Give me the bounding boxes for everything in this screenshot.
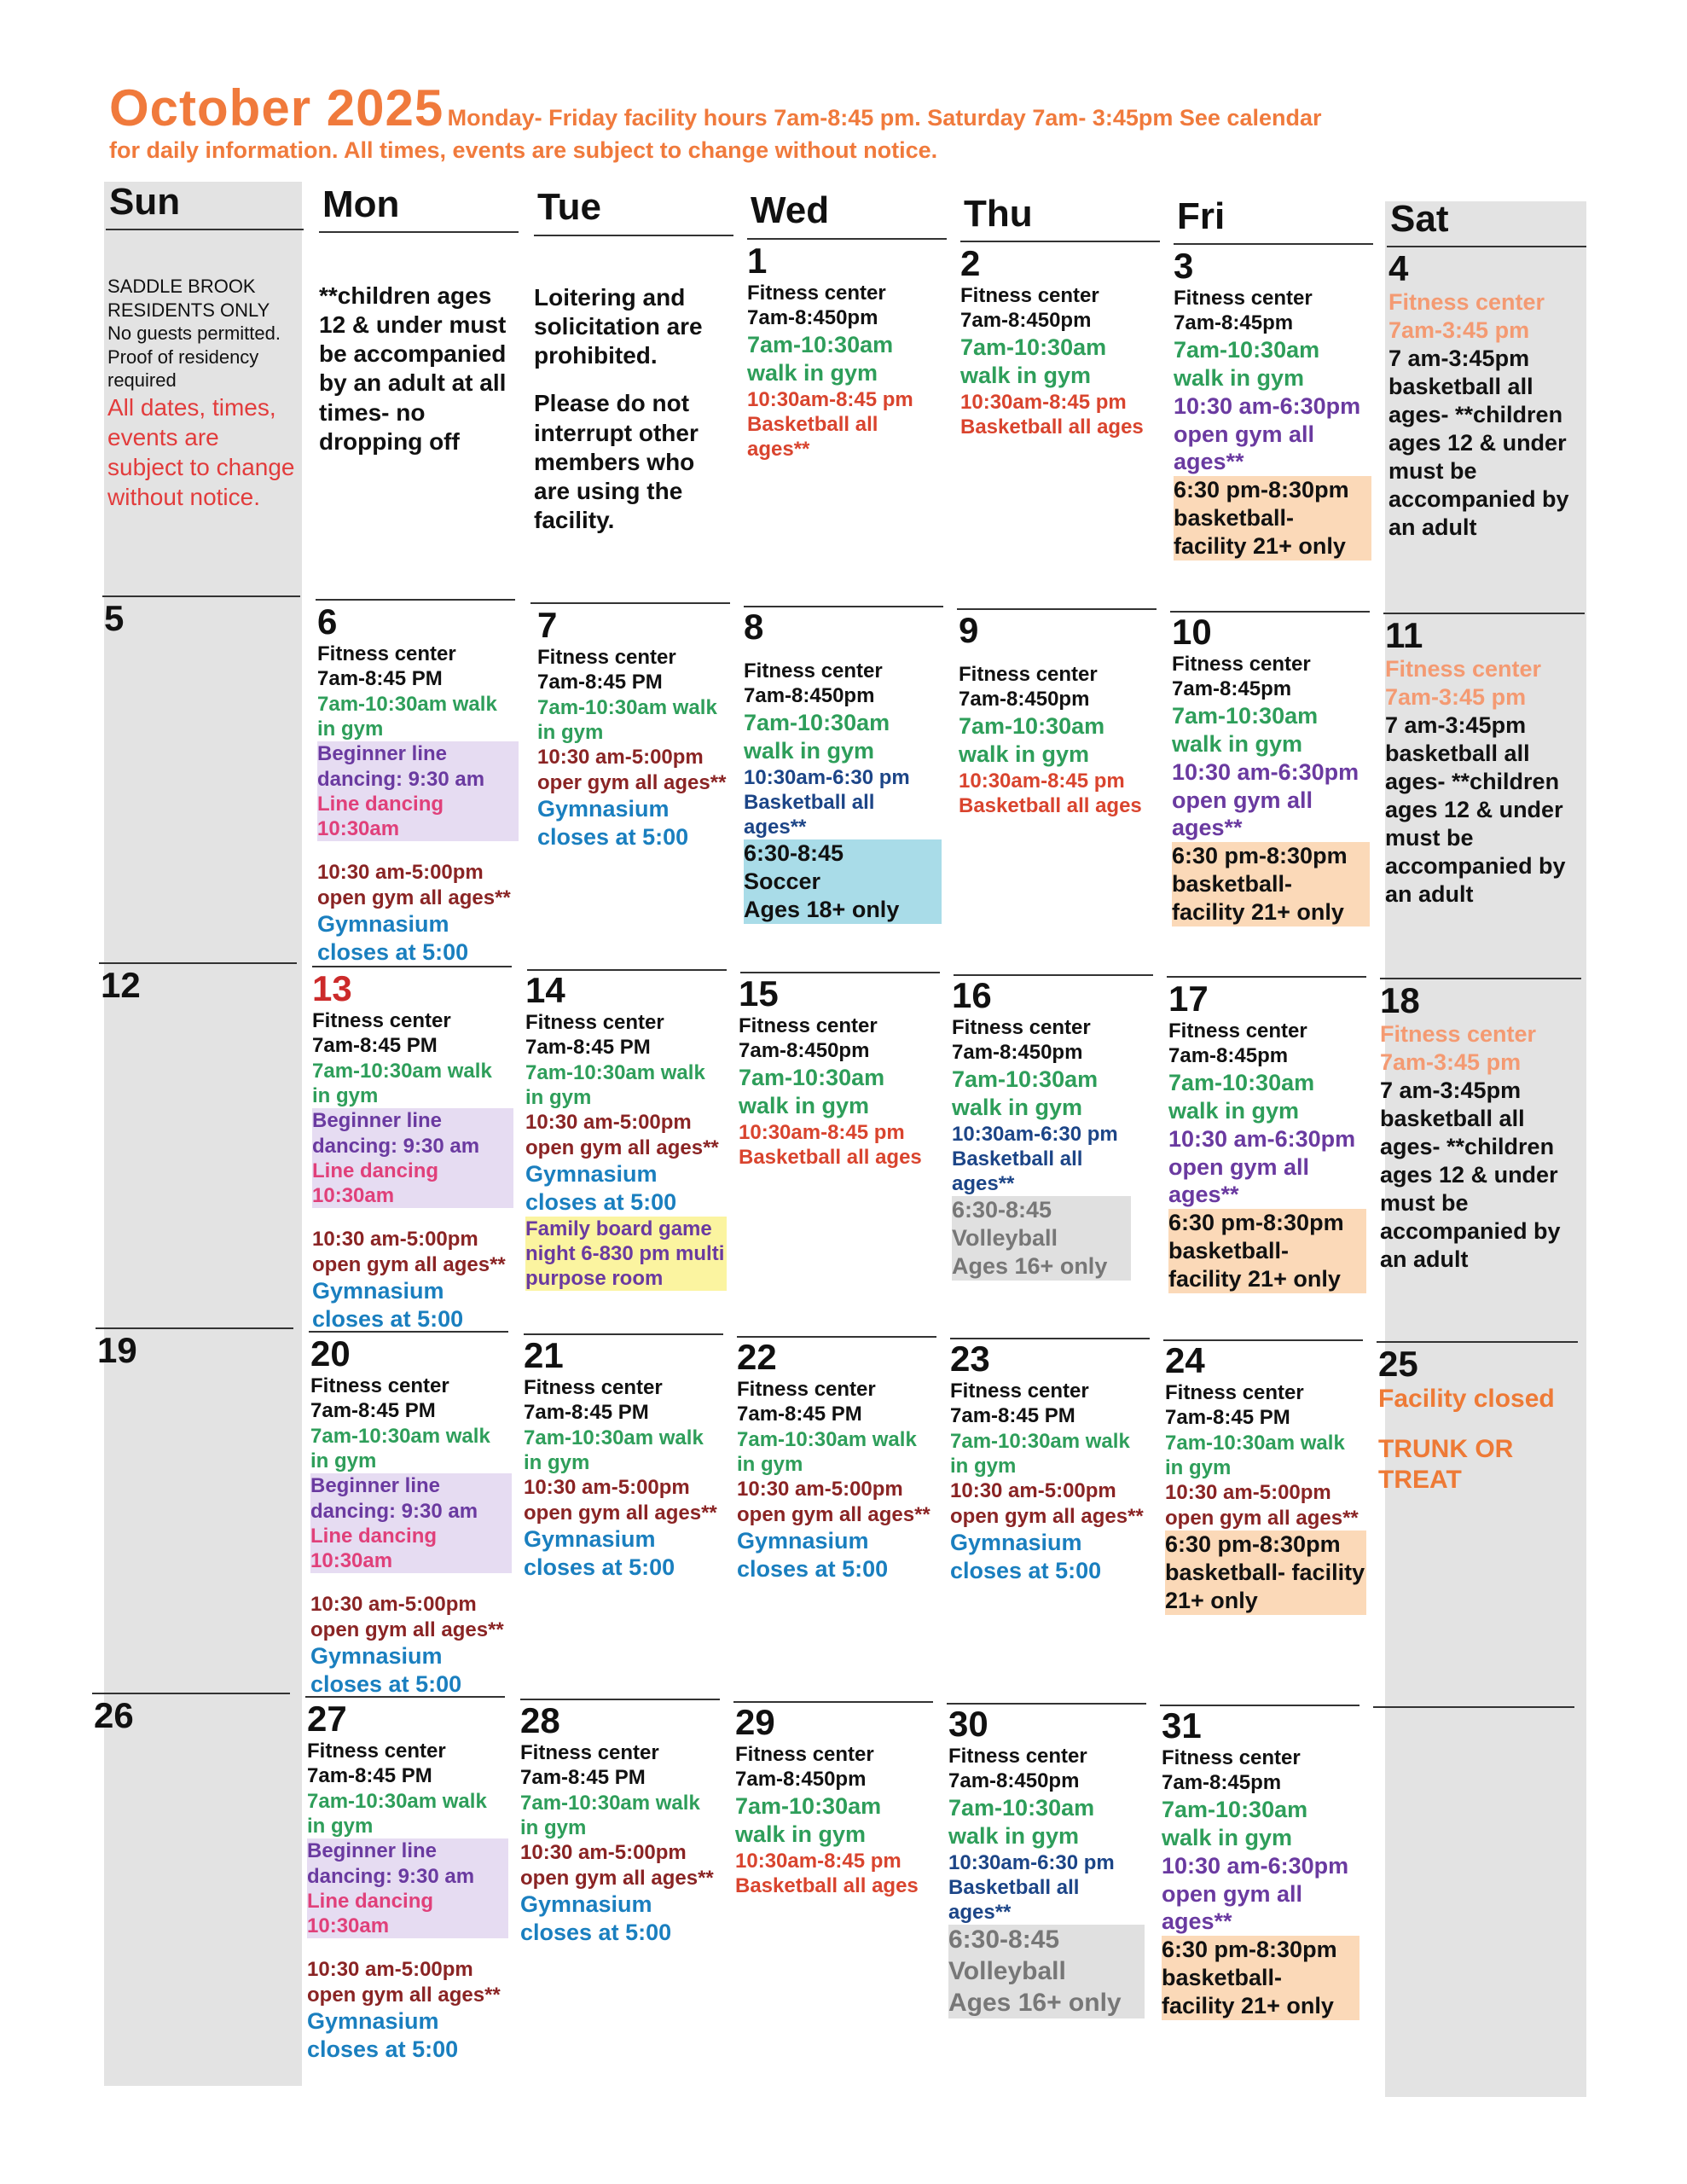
event-line: Fitness center [1172,653,1311,677]
day-number: 29 [735,1702,775,1742]
event-line: 7am-3:45 pm [1388,317,1530,344]
event-line: Gymnasium closes at 5:00 [317,910,469,965]
divider [747,238,947,240]
event-line: Basketball all ages [739,1145,922,1169]
event-line: 7am-8:45pm [1172,677,1292,701]
event-line: Fitness center [537,646,676,670]
facility-closed-label: Facility closed [1378,1385,1555,1414]
event-line: Fitness center [952,1016,1091,1040]
event-line: 7am-8:450pm [959,688,1090,712]
day-number: 13 [312,968,352,1008]
event-line: 7am-8:450pm [735,1768,867,1792]
day-cell-19 [97,1331,288,1370]
event-line: Gymnasium closes at 5:00 [537,795,689,850]
day-number: 3 [1174,246,1194,286]
event-line: 7am-3:45 pm [1380,1049,1522,1076]
disclaimer-note: for daily information. All times, events are subject to change without notice. [109,137,938,163]
event-line: 7am-8:450pm [739,1039,870,1063]
day-number: 5 [104,598,125,638]
event-line: 7am-10:30am walk in gym [735,1792,882,1847]
day-cell-4 [1388,249,1586,542]
day-cell-30 [948,1705,1146,2018]
day-number: 4 [1388,248,1409,288]
event-line: Fitness center [317,642,456,666]
event-line: 7am-8:45pm [1162,1771,1282,1795]
day-cell-17 [1168,979,1366,1293]
day-number: 2 [960,243,981,283]
event-line: 7am-10:30am walk in gym [1172,702,1319,757]
event-line: 7am-10:30am walk in gym [520,1791,700,1839]
divider [1373,1706,1574,1708]
event-line: 6:30 pm-8:30pm basketball- facility 21+ only [1168,1209,1366,1293]
day-cell-6 [317,602,519,967]
event-line: 10:30 am-5:00pm open gym all ages** [317,861,511,909]
event-line: Gymnasium closes at 5:00 [520,1891,672,1945]
event-line: 7am-10:30am walk in gym [747,331,894,386]
notice-line: SADDLE BROOK [107,276,256,297]
day-number: 9 [959,610,979,650]
event-line: 7am-10:30am walk in gym [1165,1431,1345,1479]
divider [106,229,304,230]
divider [96,1327,293,1329]
divider [1383,613,1585,614]
day-cell-20 [310,1334,512,1699]
event-line: Gymnasium closes at 5:00 [737,1527,889,1582]
event-line: Fitness center [959,663,1098,687]
page-title: October 2025 [109,79,444,136]
event-line: 7am-8:450pm [960,309,1092,333]
event-line: 10:30 am-5:00pm open gym all ages** [1165,1481,1359,1530]
event-line: 10:30 am-6:30pm open gym all ages** [1174,392,1361,475]
event-line: 7 am-3:45pm basketball all ages- **children ages 12 & under must be accompanied by an adult [1388,346,1569,540]
event-line: 7am-10:30am walk in gym [1174,336,1320,391]
event-line: 7am-10:30am walk in gym [959,712,1105,767]
event-line: Fitness center [307,1740,446,1763]
event-line: 7am-10:30am walk in gym [524,1426,704,1474]
weekday-mon: Mon [322,183,400,225]
event-line: 7am-10:30am walk in gym [948,1794,1095,1849]
day-number: 8 [744,607,764,647]
event-line: Basketball all ages [960,415,1144,439]
day-number: 24 [1165,1340,1205,1380]
event-line: 7am-10:30am walk in gym [1168,1069,1315,1124]
event-line: 10:30am-8:45 pm [739,1120,905,1144]
event-line: 7am-10:30am walk in gym [950,1429,1130,1478]
day-cell-23 [950,1339,1151,1585]
event-line: Gymnasium closes at 5:00 [310,1642,462,1697]
children-supervision-note: **children ages 12 & under must be accompanied by an adult at all times- no dropping off [319,282,507,455]
day-number: 25 [1378,1344,1418,1384]
event-line: Basketball all ages** [744,790,875,839]
event-line: 7am-8:45 PM [524,1401,649,1425]
weekday-tue: Tue [537,186,601,228]
event-line: Fitness center [1380,1021,1537,1048]
day-number: 22 [737,1337,777,1377]
divider [1167,976,1366,978]
event-line: Fitness center [950,1380,1089,1403]
event-line: Fitness center [735,1743,874,1767]
event-line: Fitness center [1174,287,1313,311]
event-line: 7am-10:30am walk in gym [952,1066,1099,1120]
event-line: 7am-8:45pm [1174,311,1294,335]
event-line: Gymnasium closes at 5:00 [950,1529,1102,1583]
event-line: Gymnasium closes at 5:00 [312,1277,464,1332]
event-line: 10:30 am-5:00pm oper gym all ages** [537,746,727,794]
event-line: Gymnasium closes at 5:00 [307,2007,459,2062]
event-line: 7am-10:30am walk in gym [310,1424,490,1472]
event-line: Basketball all ages** [747,412,878,462]
notice-line: RESIDENTS ONLY [107,299,270,321]
day-number: 16 [952,975,992,1015]
event-line: 7am-3:45 pm [1385,684,1527,711]
volleyball-event-box [952,1196,1131,1281]
day-cell-7 [537,606,733,851]
event-line: Basketball all ages** [948,1875,1080,1925]
divider [957,608,1157,610]
event-line: 10:30 am-5:00pm open gym all ages** [307,1958,501,2007]
event-line: 7am-8:450pm [948,1769,1080,1793]
event-line: 7am-10:30am walk in gym [312,1059,492,1107]
divider [102,595,300,597]
event-line: 7am-8:45 PM [310,1399,436,1423]
event-line: 7am-10:30am walk in gym [737,1427,917,1476]
event-line: Fitness center [1165,1381,1304,1405]
day-number: 18 [1380,980,1420,1020]
divider [1387,246,1586,247]
event-line: Volleyball [948,1956,1066,1985]
day-number: 6 [317,601,338,642]
event-line: 7am-8:45 PM [317,667,443,691]
event-line: 10:30 am-5:00pm open gym all ages** [312,1228,506,1276]
volleyball-event-box [948,1925,1145,2018]
weekday-fri: Fri [1177,195,1226,237]
divider [960,241,1160,242]
trunk-or-treat-label: TRUNK OR TREAT [1378,1434,1514,1495]
day-number: 30 [948,1704,988,1744]
event-line: 10:30am-6:30 pm [744,765,910,789]
event-line: 10:30 am-6:30pm open gym all ages** [1172,758,1359,841]
day-cell-2 [960,244,1158,439]
day-number: 10 [1172,612,1212,652]
event-line: 10:30 am-6:30pm open gym all ages** [1162,1852,1349,1935]
divider [530,602,730,604]
event-line: Fitness center [520,1741,659,1765]
event-line: Family board game night 6-830 pm multi purpose room [525,1217,727,1292]
event-line: 7am-8:45 PM [537,671,663,694]
event-line: 10:30 am-5:00pm open gym all ages** [520,1841,714,1890]
event-line: 10:30 am-5:00pm open gym all ages** [737,1478,930,1526]
event-line: 10:30 am-5:00pm open gym all ages** [310,1593,504,1641]
day-cell-26 [94,1696,285,1735]
divider [99,962,297,964]
event-line: Volleyball [952,1225,1058,1252]
event-line: 7am-8:45 PM [1165,1406,1290,1430]
event-line: 7am-8:450pm [952,1041,1083,1065]
day-number: 21 [524,1335,564,1375]
day-cell-9 [959,611,1157,818]
day-cell-5 [104,599,295,638]
event-line: Basketball all ages [735,1873,919,1897]
event-line: Beginner line dancing: 9:30 am [317,741,519,792]
day-number: 1 [747,241,768,281]
event-line: 7am-8:45 PM [737,1403,862,1426]
event-line: Ages 16+ only [948,1988,1122,2017]
day-number: 20 [310,1333,351,1374]
day-cell-25 [1378,1345,1580,1496]
day-number: 7 [537,605,558,645]
divider [319,231,519,233]
event-line: 7am-10:30am walk in gym [960,334,1107,388]
event-line: 7am-10:30am walk in gym [1162,1796,1308,1850]
event-line: 7am-8:45 PM [520,1766,646,1790]
day-cell-22 [737,1338,938,1583]
day-number: 19 [97,1330,137,1370]
event-line: Line dancing 10:30am [307,1889,508,1939]
event-line: 7 am-3:45pm basketball all ages- **children ages 12 & under must be accompanied by an adult [1385,712,1566,907]
weekday-sun: Sun [109,181,181,223]
day-cell-27 [307,1699,508,2064]
day-cell-11 [1385,616,1583,909]
event-line: Line dancing 10:30am [312,1159,513,1209]
event-line: 7am-8:45 PM [307,1764,432,1788]
event-line: 6:30 pm-8:30pm basketball- facility 21+ only [1165,1531,1365,1613]
day-cell-31 [1162,1706,1359,2020]
monday-notice [319,282,520,456]
event-line: Fitness center [312,1009,451,1033]
event-line: Ages 18+ only [744,897,900,923]
event-line: 6:30 pm-8:30pm basketball- facility 21+ only [1172,842,1370,926]
day-cell-18 [1380,981,1578,1274]
day-cell-1 [747,241,945,462]
event-line: Basketball all ages** [952,1147,1083,1196]
event-line: 10:30 am-6:30pm open gym all ages** [1168,1125,1356,1208]
weekday-wed: Wed [751,189,830,231]
event-line: Gymnasium closes at 5:00 [525,1160,677,1215]
day-number: 23 [950,1339,990,1379]
event-line: Basketball all ages [959,793,1142,817]
event-line: 7am-8:45 PM [950,1404,1075,1428]
change-notice: All dates, times, events are subject to change without notice. [107,393,295,510]
event-line: 7am-10:30am walk in gym [525,1060,705,1109]
event-line: 6:30 pm-8:30pm basketball- facility 21+ only [1174,476,1371,561]
event-line: Fitness center [1168,1019,1307,1043]
event-line: Beginner line dancing: 9:30 am [310,1473,512,1524]
event-line: Fitness center [747,282,886,305]
event-line: Beginner line dancing: 9:30 am [312,1108,513,1159]
event-line: 10:30 am-5:00pm open gym all ages** [524,1476,717,1525]
event-line: Fitness center [737,1378,876,1402]
day-cell-12 [101,966,292,1005]
event-line: Gymnasium closes at 5:00 [524,1525,675,1580]
event-line: Fitness center [739,1014,878,1038]
event-line: 6:30 pm-8:30pm basketball- facility 21+ only [1162,1936,1359,2020]
day-number: 17 [1168,979,1209,1019]
day-cell-29 [735,1703,933,1898]
day-number: 14 [525,970,565,1010]
event-line: Soccer [744,868,821,895]
divider [92,1693,290,1694]
event-line: 7am-10:30am walk in gym [317,692,497,741]
weekday-sat: Sat [1390,198,1449,240]
day-number: 31 [1162,1705,1202,1745]
event-line: 7am-8:450pm [744,684,875,708]
event-line: 10:30am-8:45 pm [735,1849,901,1873]
event-line: 10:30am-8:45 pm [959,769,1125,793]
event-line: 10:30am-8:45 pm [747,387,913,411]
tuesday-notice [534,283,732,535]
event-line: 7am-10:30am walk in gym [537,695,717,744]
event-line: 7 am-3:45pm basketball all ages- **children ages 12 & under must be accompanied by an adult [1380,1077,1561,1272]
event-line: Fitness center [1162,1746,1301,1770]
day-cell-14 [525,971,727,1291]
day-number: 11 [1385,615,1423,655]
event-line: Fitness center [1388,289,1545,316]
event-line: Fitness center [744,659,883,683]
event-line: 7am-8:45pm [1168,1044,1289,1068]
day-cell-24 [1165,1341,1366,1615]
day-cell-21 [524,1336,725,1582]
divider [316,599,515,601]
calendar-header [109,78,1440,164]
sunday-notice [107,275,299,512]
event-line: 7am-10:30am walk in gym [307,1789,487,1838]
day-cell-8 [744,607,942,924]
event-line: Fitness center [310,1374,449,1398]
event-line: 6:30-8:45 [744,840,844,867]
event-line: Fitness center [525,1011,664,1035]
event-line: Line dancing 10:30am [310,1524,512,1574]
divider [1380,978,1581,979]
event-line: 10:30am-6:30 pm [948,1850,1115,1874]
event-line: Fitness center [948,1745,1087,1769]
event-line: 7am-8:450pm [747,306,878,330]
event-line: 10:30am-8:45 pm [960,390,1127,414]
event-line: Fitness center [524,1376,663,1400]
event-line: 7am-10:30am walk in gym [739,1064,885,1118]
event-line: Line dancing 10:30am [317,792,519,842]
event-line: Fitness center [960,284,1099,308]
day-number: 15 [739,973,779,1014]
day-number: 28 [520,1700,560,1740]
day-cell-16 [952,976,1150,1281]
divider [534,235,733,236]
day-number: 27 [307,1699,347,1739]
event-line: 6:30-8:45 [952,1197,1052,1223]
notice-line: No guests permitted. [107,322,281,344]
day-cell-3 [1174,247,1371,561]
notice-line: Proof of residency [107,346,259,368]
day-cell-28 [520,1701,722,1947]
day-cell-13 [312,969,513,1333]
day-number: 26 [94,1695,134,1735]
day-cell-10 [1172,613,1370,926]
facility-hours-note: Monday- Friday facility hours 7am-8:45 pm. Saturday 7am- 3:45pm See calendar [447,105,1322,131]
courtesy-note: Please do not interrupt other members who are using the facility. [534,390,699,534]
weekday-thu: Thu [964,193,1033,235]
event-line: Fitness center [1385,656,1542,682]
loitering-note: Loitering and solicitation are prohibited. [534,284,703,369]
event-line: 10:30am-6:30 pm [952,1122,1118,1146]
divider [1174,243,1373,245]
event-line: Beginner line dancing: 9:30 am [307,1838,508,1889]
event-line: 10:30 am-5:00pm open gym all ages** [525,1111,719,1159]
event-line: 7am-8:45 PM [312,1034,438,1058]
event-line: 6:30-8:45 [948,1926,1060,1955]
soccer-event-box [744,839,942,924]
event-line: 7am-8:45 PM [525,1036,651,1060]
event-line: 7am-10:30am walk in gym [744,709,890,764]
event-line: Ages 16+ only [952,1253,1108,1280]
divider [1377,1341,1578,1343]
notice-line: required [107,369,177,391]
day-cell-15 [739,974,936,1170]
day-number: 12 [101,965,141,1005]
event-line: 10:30 am-5:00pm open gym all ages** [950,1479,1144,1528]
